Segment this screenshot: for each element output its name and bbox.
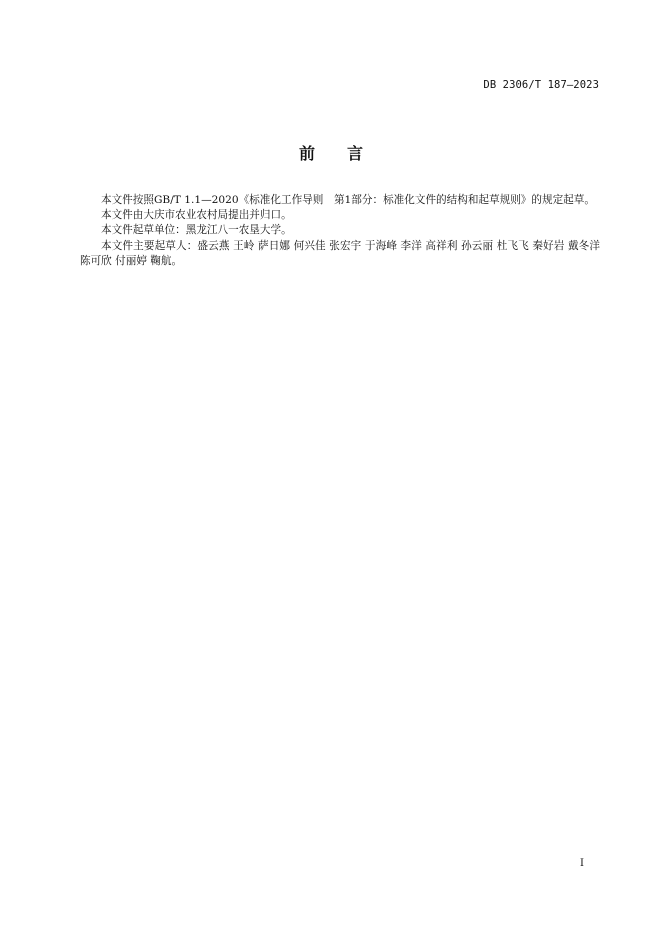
page-title: [0, 141, 662, 164]
page-title-char-1: 前: [298, 144, 315, 163]
paragraph-drafting-unit: 本文件起草单位：黑龙江八一农垦大学。: [101, 224, 292, 237]
paragraph-proposer: 本文件由大庆市农业农村局提出并归口。: [101, 209, 292, 222]
document-code: DB 2306/T 187—2023: [483, 79, 599, 91]
page-number: I: [580, 858, 584, 869]
page-title-char-2: 言: [347, 144, 364, 163]
paragraph-drafting-basis: 本文件按照GB/T 1.1—2020《标准化工作导则 第1部分：标准化文件的结构和起草规则》的规定起草。: [101, 194, 595, 206]
foreword-body: [80, 193, 600, 269]
paragraph-drafters: 本文件主要起草人：盛云燕 王岭 萨日娜 何兴佳 张宏宇 于海峰 李洋 高祥利 孙云丽 杜飞飞 秦好岩 戴冬洋 陈可欣 付丽婷 鞠航。: [80, 239, 600, 267]
